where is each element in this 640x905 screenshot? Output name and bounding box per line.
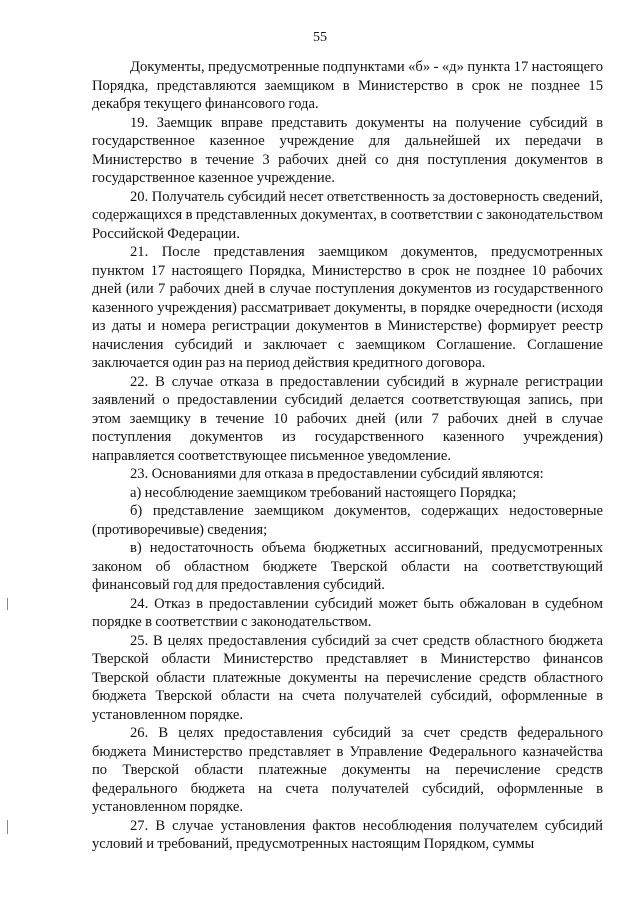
paragraph-22: 22. В случае отказа в предоставлении субсидий в журнале регистрации заявлений о предоставлении субсидий делается соответствующая запись, при этом заемщику в течение 10 рабочих дней (или 7 рабочих дней в случае поступления документов из государственного казенного учреждения) направляется соответствующее письменное уведомление. (92, 373, 603, 464)
paragraph-24: 24. Отказ в предоставлении субсидий может быть обжалован в судебном порядке в соответствии с законодательством. (92, 595, 603, 630)
paragraph-23-a: а) несоблюдение заемщиком требований настоящего Порядка; (130, 484, 517, 501)
paragraph-23-c: в) недостаточность объема бюджетных ассигнований, предусмотренных законом об областном бюджете Тверской области на соответствующий финансовый год для предоставления субсидий. (92, 540, 603, 593)
paragraph-21: 21. После представления заемщиком документов, предусмотренных пунктом 17 настоящего Порядка, Министерство в срок не позднее 10 рабочих дней (или 7 рабочих дней в случае поступления документов из государственного казенного учреждения) рассматривает документы, в порядке очередности (исходя из даты и номера регистрации документов в Министерстве) формирует реестр начисления субсидий и заключает с заемщиком Соглашение. Соглашение заключается один раз на период действия кредитного договора. (92, 244, 603, 371)
paragraph-continuation: Документы, предусмотренные подпунктами «б» - «д» пункта 17 настоящего Порядка, представляются заемщиком в Министерство в срок не позднее 15 декабря текущего финансового года. (92, 59, 603, 112)
page-number: 55 (313, 30, 327, 45)
paragraph-20: 20. Получатель субсидий несет ответственность за достоверность сведений, содержащихся в представленных документах, в соответствии с законодательством Российской Федерации. (92, 188, 603, 242)
paragraph-19: 19. Заемщик вправе представить документы на получение субсидий в государственное казенное учреждение для дальнейшей их передачи в Министерство в течение 3 рабочих дней со дня поступления документов в государственное казенное учреждение. (92, 114, 603, 186)
paragraph-26: 26. В целях предоставления субсидий за счет средств федерального бюджета Министерство представляет в Управление Федерального казначейства по Тверской области платежные документы на перечисление средств федерального бюджета на счета получателей субсидий, оформленные в установленном порядке. (92, 725, 603, 815)
paragraph-23-b: б) представление заемщиком документов, содержащих недостоверные (противоречивые) сведения; (92, 503, 603, 538)
margin-mark (7, 820, 8, 834)
paragraph-23: 23. Основаниями для отказа в предоставлении субсидий являются: (130, 466, 544, 482)
paragraph-27: 27. В случае установления фактов несоблюдения получателем субсидий условий и требований, предусмотренных настоящим Порядком, суммы (92, 817, 603, 852)
margin-mark (7, 598, 8, 610)
document-body (92, 58, 603, 854)
paragraph-25: 25. В целях предоставления субсидий за счет средств областного бюджета Тверской области Министерство представляет в Министерство финансов Тверской области платежные документы на перечисление средств областного бюджета Тверской области на счета получателей субсидий, оформленные в установленном порядке. (92, 632, 603, 723)
